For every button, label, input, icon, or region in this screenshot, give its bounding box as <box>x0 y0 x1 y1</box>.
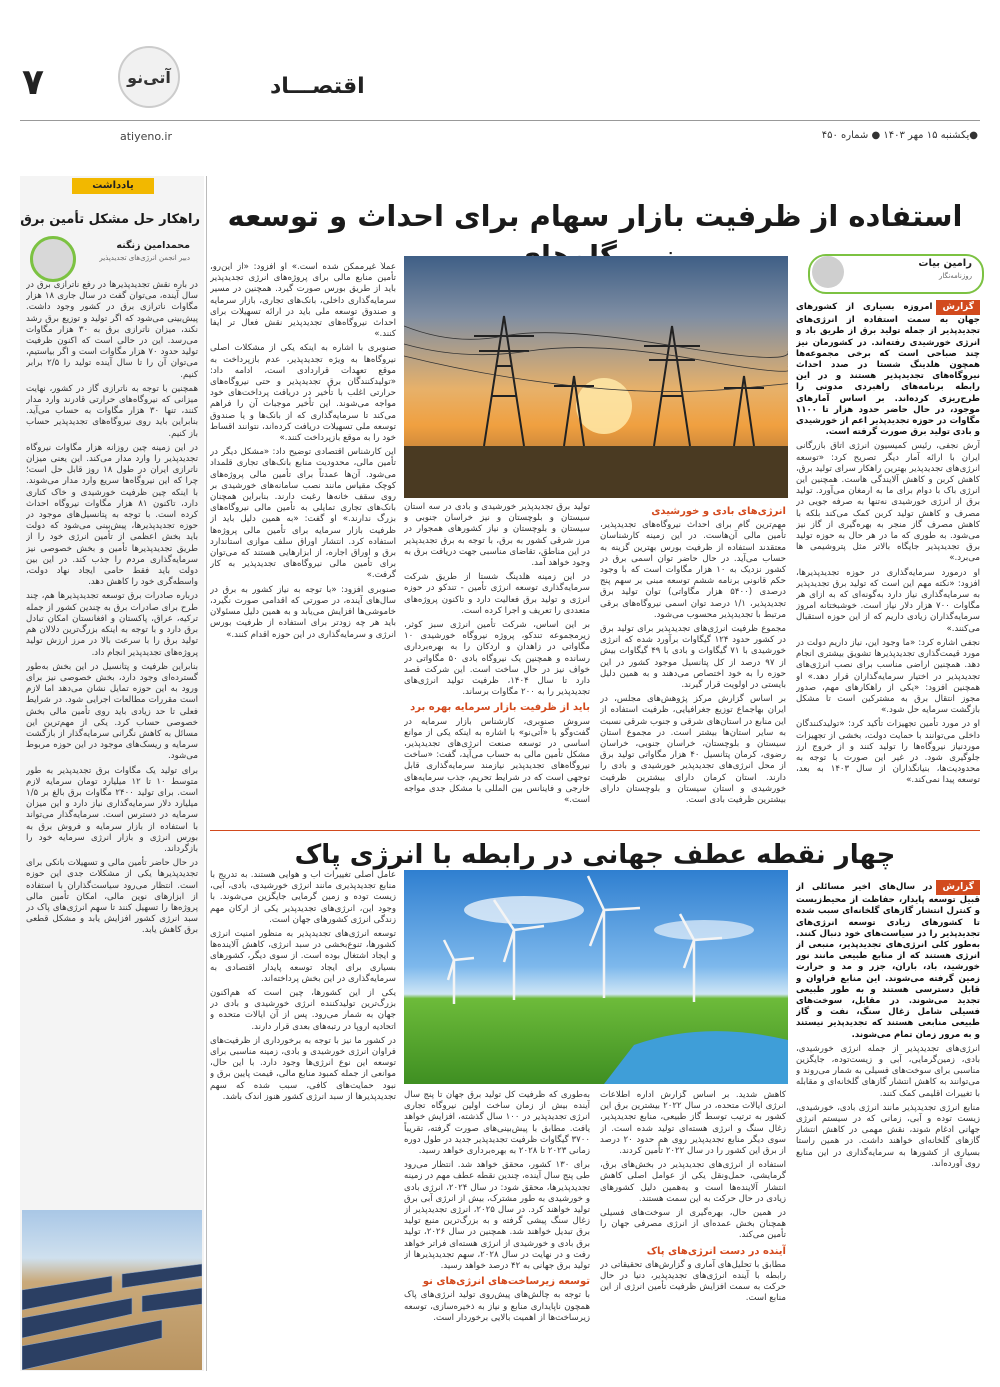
section-title: اقتصـــاد <box>270 74 365 99</box>
article1-lead <box>796 300 980 438</box>
article1-subheading: انرژی‌های بادی و خورشیدی <box>651 506 786 517</box>
wind-turbines-graphic <box>404 870 788 1084</box>
logo-text: آتی‌نو <box>127 67 171 87</box>
sidebar-author-role: دبیر انجمن انرژی‌های تجدیدپذیر <box>99 254 190 262</box>
header-rule <box>20 120 980 121</box>
sidebar-paragraph: برای تولید یک مگاوات برق تجدیدپذیر به طور متوسط ۱۰ تا ۱۲ میلیارد تومان سرمایه لازم است. برای تولید ۲۴۰۰ مگاوات برق بالغ بر ۱/۵ میلیارد دلار سرمایه‌گذاری نیاز دارد و این میزان سرمایه در دسترس است. سرمایه‌گذار می‌تواند با استفاده از بازار سرمایه و فروش برق به بورس انرژی و بازار انرژی سرمایه خود را بازگرداند. <box>26 765 198 854</box>
transmission-towers-graphic <box>404 256 788 498</box>
author-photo <box>812 256 844 288</box>
article2-paragraph: مطابق با تحلیل‌های آماری و گزارش‌های تحقیقاتی در رابطه با آینده انرژی‌های تجدیدپذیر، دنیا در حال حرکت به سمت افزایش ظرفیت تأمین انرژی از این منابع است. <box>600 1259 786 1304</box>
article1-headline-line1: استفاده از ظرفیت بازار سهام برای احداث و توسعه <box>227 199 963 233</box>
article2-headline: چهار نقطه عطف جهانی در رابطه با انرژی پاک <box>294 840 896 870</box>
article2-paragraph: عامل اصلی تغییرات آب و هوایی هستند. به تدریج با منابع تجدیدپذیری مانند انرژی خورشیدی، بادی، آبی، زیست توده و زمین گرمایی جایگزین می‌شوند. با وجود این، انرژی‌های تجدیدپذیر یکی از ارکان مهم زندگی انرژی کشورهای جهان است. <box>210 870 396 925</box>
article1-far-left-column <box>210 262 396 824</box>
solar-farm-photo <box>22 1210 202 1370</box>
wind-turbines-photo <box>404 870 788 1084</box>
article2-lead-text: در سال‌های اخیر مسائلی از قبیل توسعه پایدار، حفاظت از محیط‌زیست و کنترل انتشار گازهای گلخانه‌ای سبب شده تا کشورهای زیادی توسعه انرژی‌های تجدیدپذیر را در سیاست‌های خود دنبال کنند. به‌طور کلی انرژی‌های تجدیدپذیر، منبعی از انرژی هستند که از منابع طبیعی مانند نور خورشید، باد، باران، جزر و مد و حرارت زمین گرفته می‌شوند. این منابع فراوان و قابل دسترسی هستند و به طور طبیعی تجدید می‌شوند. در مقابل، سوخت‌های فسیلی شامل زغال سنگ، نفت و گاز طبیعی منابعی هستند که تجدیدپذیر نیستند و به مرور زمان تمام می‌شوند. <box>796 882 980 1040</box>
article1-paragraph: صنوبری با اشاره به اینکه یکی از مشکلات اصلی نیروگاه‌ها به ویژه تجدیدپذیر، عدم بازپرداخت به موقع تعهدات قراردادی است، ادامه داد: «تولیدکنندگان برق تجدیدپذیر و حتی نیروگاه‌های حرارتی اغلب با تأخیر در دریافت پرداخت‌های خود مواجه می‌شوند. این تأخیر موجبات آن را فراهم می‌کند تا سرمایه‌گذاری که از بانک‌ها و یا صندوق توسعه ملی تسهیلات دریافت کرده‌اند، نتوانند اقساط خود را به موقع بازپرداخت کنند.» <box>210 343 396 444</box>
article1-paragraph: او در مورد تأمین تجهیزات تأکید کرد: «تولیدکنندگان داخلی می‌توانند با حمایت دولت، بخشی از تجهیزات موردنیاز نیروگاه‌ها را تولید کنند و از خروج ارز جلوگیری شود. در غیر این صورت با توجه به محدودیت‌ها، بنیانگذاران از سال ۱۴۰۳ به بعد، توسعه پیدا نمی‌کند.» <box>796 719 980 786</box>
article1-paragraph: سروش صنوبری، کارشناس بازار سرمایه در گفت‌وگو با «آتی‌نو» با اشاره به اینکه یکی از موانع اساسی در توسعه صنعت انرژی‌های تجدیدپذیر، مشکل تأمین مالی به حساب می‌آید، گفت: «ساخت نیروگاه‌های تجدیدپذیر نیازمند سرمایه‌گذاری قابل توجهی است که در شرایط تحریم، جذب سرمایه‌های خارجی و فاینانس بین المللی با مشکل جدی مواجه است.» <box>404 716 590 806</box>
article2-paragraph: در کشور ما نیز با توجه به برخورداری از ظرفیت‌های فراوان انرژی خورشیدی و بادی، زمینه مناسبی برای توسعه این نوع انرژی‌ها وجود دارد. با این حال، موانعی از جمله کمبود منابع مالی، قیمت پایین برق و نبود حمایت‌های کافی، سبب شده که سهم تجدیدپذیرها از سبد انرژی کشور هنوز اندک باشد. <box>210 1035 396 1102</box>
sidebar-title: راهکار حل مشکل تأمین برق <box>20 212 200 227</box>
article1-author-role: روزنامه‌نگار <box>938 272 972 280</box>
article1-paragraph: این کارشناس اقتصادی توضیح داد: «مشکل دیگر در تأمین مالی، محدودیت منابع بانک‌های تجاری قلمداد می‌شود. آن‌ها عمدتاً برای تأمین مالی پروژه‌های کوچک مقیاس مانند نصب سامانه‌های خورشیدی بر روی سقف خانه‌ها رغبت دارند. بنابراین همچنان بانک‌های تجاری تمایلی به تأمین مالی نیروگاه‌های بزرگ ندارند.» او گفت: «به همین دلیل باید از ظرفیت بازار سرمایه برای تأمین مالی پروژه‌ها استفاده کرد. انتشار اوراق سلف موازی استاندارد برق و اوراق اجاره، از ابزارهایی هستند که می‌توان برای تأمین مالی نیروگاه‌های تجدیدپذیر به کار گرفت.» <box>210 447 396 581</box>
article2-paragraph: توسعه انرژی‌های تجدیدپذیر به منظور امنیت انرژی کشورها، تنوع‌بخشی در سبد انرژی، کاهش آلاینده‌ها و ایجاد اشتغال بوده است. از سوی دیگر، کشورهای بسیاری برای ایجاد توسعه پایدار اقتصادی به سرمایه‌گذاری در این بخش پرداخته‌اند. <box>210 929 396 984</box>
article1-paragraph: صنوبری افزود: «با توجه به نیاز کشور به برق در سال‌های آینده، در صورتی که اقدامی صورت نگیرد، خاموشی‌ها افزایش می‌یابد و به همین دلیل مسئولان باید هر چه زودتر برای استفاده از ظرفیت بورس انرژی و سرمایه‌گذاری در این حوزه اقدام کنند.» <box>210 584 396 640</box>
article2-paragraph: به‌طوری که ظرفیت کل تولید برق جهان تا پنج سال آینده بیش از زمان ساخت اولین نیروگاه تجاری انرژی تجدیدپذیر در ۱۰۰ سال گذشته، افزایش خواهد یافت. مطابق با پیش‌بینی‌های صورت گرفته، تقریباً ۳۷۰۰ گیگاوات ظرفیت تجدیدپذیر جدید در طول دوره زمانی ۲۰۲۳ تا ۲۰۲۸ به بهره‌برداری خواهد رسید. <box>404 1090 590 1157</box>
sidebar-paragraph: در باره نقش تجدیدپذیرها در رفع ناترازی برق در سال آینده، می‌توان گفت در سال جاری ۱۸ هزار مگاوات ناترازی برق در کشور وجود داشت. پیش‌بینی می‌شود که اگر تولید و توزیع برق رشد نکند، میزان ناترازی برق به ۳۰ هزار مگاوات می‌رسد. این در حالی است که اکنون ظرفیت تولید حدود ۷۰ هزار مگاوات است و اگر بیاستیم، می‌توان آن را تا سال آینده تولید را ۲/۵ برابر کنیم. <box>26 280 198 380</box>
article1-author: رامین بیات <box>918 258 972 269</box>
sidebar-label: یادداشت <box>72 178 154 194</box>
report-badge: گزارش <box>936 300 980 315</box>
article2-paragraph: برای ۱۳۰ کشور، محقق خواهد شد. انتظار می‌رود طی پنج سال آینده، چندین نقطه عطف مهم در زمینه تجدیدپذیرها، محقق شود: در سال ۲۰۲۴، انرژی بادی و خورشیدی به طور مشترک، بیش از انرژی آبی برق تولید خواهند کرد. در سال ۲۰۲۵، انرژی تجدیدپذیر از زغال سنگ پیشی گرفته و به بزرگ‌ترین منبع تولید برق تبدیل خواهند شد. همچنین در سال ۲۰۲۶، تولید برق بادی و خورشیدی از انرژی هسته‌ای فراتر خواهد رفت و در نهایت در سال ۲۰۲۸، سهم تجدیدپذیرها از تولید برق جهانی به ۴۲ درصد خواهد رسید. <box>404 1160 590 1272</box>
article1-paragraph: او درمورد سرمایه‌گذاری در حوزه تجدیدپذیرها، افزود: «نکته مهم این است که تولید برق تجدیدپذیر به سرمایه‌گذاری نیاز دارد به‌گونه‌ای که به ازای هر مگاوات ۷۰۰ هزار دلار نیاز است. خوشبختانه امروز سرمایه‌گذاران زیادی داریم که از این حوزه استقبال می‌کنند.» <box>796 567 980 634</box>
article1-paragraph: بر این اساس، شرکت تأمین انرژی سبز کوثر، زیرمجموعه تندکو، پروژه نیروگاه خورشیدی ۱۰ مگاواتی در زاهدان و اردکان را به بهره‌برداری رسانده و همچنین یک نیروگاه بادی ۵۰ مگاواتی در خواف نیز در حال ساخت است. این شرکت قصد دارد تا سال ۱۴۰۴، ظرفیت تولید انرژی‌های تجدیدپذیر را به ۲۰۰ مگاوات برساند. <box>404 620 590 698</box>
sidebar-paragraph: در حال حاضر تأمین مالی و تسهیلات بانکی برای تجدیدپذیرها یکی از مشکلات جدی این حوزه است. انتظار می‌رود سیاست‌گذاران با استفاده از ابزارهای نوین مالی، امکان تأمین مالی پروژه‌ها را تسهیل کنند تا سهم انرژی‌های پاک در سبد انرژی کشور افزایش یابد و مشکل قطعی برق کاهش یابد. <box>26 858 198 936</box>
article1-right-column <box>796 300 980 825</box>
sidebar-paragraph: همچنین با توجه به ناترازی گاز در کشور، نهایت میزانی که نیروگاه‌های حرارتی قادرند وارد مدار کنند، تنها ۳۰ هزار مگاوات به حساب می‌آید. بنابراین باید روی نیروگاه‌های تجدیدپذیر حساب باز کنیم. <box>26 383 198 439</box>
article1-paragraph: تولید برق تجدیدپذیر خورشیدی و بادی در سه استان سیستان و بلوچستان و نیز خراسان جنوبی و سیستان و بلوچستان و نیاز کشورهای همجوار در مرز شرقی کشور به برق، با توجه به برق تجدیدپذیر در این مناطق، تقاضای مناسبی جهت دریافت برق به وجود خواهد آمد. <box>404 502 590 569</box>
article1-middle-column <box>600 502 786 824</box>
article2-subheading: آینده در دست انرژی‌های پاک <box>646 1245 786 1257</box>
date-line: ●یکشنبه ۱۵ مهر ۱۴۰۳ ● شماره ۴۵۰ <box>821 130 978 141</box>
website: atiyeno.ir <box>120 130 172 143</box>
article2-lead <box>796 880 980 1041</box>
article2-middle-column <box>600 1090 786 1370</box>
article1-paragraph: مهم‌ترین گام برای احداث نیروگاه‌های تجدیدپذیر، تأمین مالی آن‌هاست. در این زمینه کارشناسان معتقدند استفاده از ظرفیت بورس بهترین گزینه به حساب می‌آید. در حال حاضر توان اسمی برق در کشور نزدیک به ۱۰ هزار مگاوات است که با وجود حکم قانونی برنامه ششم توسعه مبنی بر سهم پنج درصدی (۵۴۰۰ هزار مگاواتی) توان تولید برق تجدیدپذیر، ۱/۱ درصد توان اسمی نیروگاه‌های برقی مرتبط با تجدیدپذیر محسوب می‌شود. <box>600 520 786 620</box>
sidebar-author: محمدامین زنگنه <box>116 240 190 251</box>
article1-paragraph: بر اساس گزارش مرکز پژوهش‌های مجلس، در ایران بهاجماع توزیع جغرافیایی، ظرفیت استفاده از این منابع در استان‌های شرقی و جنوب شرقی نسبت به سایر استان‌ها بیشتر است. در مجموع استان سیستان و بلوچستان، خراسان جنوبی، خراسان رضوی، کرمان پتانسیل ۴۰ هزار مگاواتی تولید برق از محل انرژی‌های تجدیدپذیر خورشیدی و بادی را دارند. استان کرمان دارای بیشترین ظرفیت خورشیدی و استان سیستان و بلوچستان دارای بیشترین ظرفیت بادی است. <box>600 694 786 806</box>
article2-left-column <box>404 1090 590 1370</box>
article2-paragraph: منابع انرژی تجدیدپذیر مانند انرژی بادی، خورشیدی، زیست توده و آبی، زمانی که در سیستم انرژی جهانی ادغام شوند، نقش مهمی در کاهش انتشار گازهای گلخانه‌ای خواهند داشت. در همین راستا بسیاری از کشورها به سرمایه‌گذاری در این منابع روی آورده‌اند. <box>796 1102 980 1169</box>
article2-paragraph: کاهش شدید. بر اساس گزارش اداره اطلاعات انرژی ایالات متحده، در سال ۲۰۲۲ بیشترین برق این کشور به ترتیب توسط گاز طبیعی، منابع تجدیدپذیر، زغال سنگ و انرژی هسته‌ای تولید شده است. از سوی دیگر منابع تجدیدپذیر روی هم حدود ۲۰ درصد از برق این کشور را در سال ۲۰۲۲ تأمین کردند. <box>600 1090 786 1157</box>
article2-right-column <box>796 880 980 1370</box>
sidebar-paragraph: در این زمینه چین روزانه هزار مگاوات نیروگاه تجدیدپذیر را وارد مدار می‌کند. این یعنی میزان ناترازی ایران در طول ۱۸ روز قابل حل است؛ چرا که این نیروگاه‌ها سریع وارد مدار می‌شوند. با اینکه چین ظرفیت خورشیدی و خاک کناری دارد، تاکنون ۸۱ هزار مگاوات نیروگاه احداث کرده است. با توجه به پتانسیل‌های موجود در حوزه تجدیدپذیرها، پیش‌بینی می‌شود که دولت باید بخش اعظمی از تأمین انرژی خود را از طریق تجدیدپذیرها تأمین و بخش خصوصی نیز سرمایه‌گذاری مردم را جذب کند. در این بین دولت باید فقط حامی ایجاد نهاد دولت، واسطه‌گری خود را کاهش دهد. <box>26 442 198 588</box>
sidebar-paragraph: بنابراین ظرفیت و پتانسیل در این بخش به‌طور گسترده‌ای وجود دارد، بخش خصوصی نیز برای ورود به این حوزه تمایل نشان می‌دهد اما لازم است مقررات مطالعات اجرایی شود. در شرایط فعلی تا حد زیادی باید روی تأمین مالی بخش خصوصی حساب کرد. یکی از مهم‌ترین این مسائل به کاهش نگرانی سرمایه‌گذار از بازگشت سرمایه و ریسک‌های موجود در این حوزه مربوط می‌شود. <box>26 661 198 762</box>
power-lines-photo <box>404 256 788 498</box>
sidebar-paragraph: درباره صادرات برق توسعه تجدیدپذیرها هم، چند طرح برای صادرات برق به چندین کشور از جمله ترکیه، عراق، پاکستان و افغانستان امکان تبادل برق دارد و با توجه به اینکه بزرگ‌ترین دلالان هم تولید برق را با سرعت بالا در مرز ارزش تولید پروژه‌های تجدیدپذیر انجام داد. <box>26 591 198 658</box>
article1-paragraph: عملاً غیرممکن شده است.» او افزود: «از این‌رو، تأمین منابع مالی برای پروژه‌های انرژی تجدیدپذیر باید از طریق بورس صورت گیرد. همچنین در مسیر سرمایه‌گذاری داخلی، بانک‌های تجاری، بازار سرمایه و صندوق توسعه ملی باید در ارائه تسهیلات برای احداث نیروگاه‌های تجدیدپذیر نقش فعال تر ایفا کنند.» <box>210 262 396 340</box>
article2-paragraph: در همین حال، بهره‌گیری از سوخت‌های فسیلی همچنان بخش عمده‌ای از انرژی مصرفی جهان را تأمین می‌کند. <box>600 1208 786 1241</box>
logo <box>118 46 180 108</box>
page-number: ۷ <box>22 62 44 103</box>
article1-left-column <box>404 502 590 824</box>
article1-subheading: باید از ظرفیت بازار سرمایه بهره برد <box>410 702 590 714</box>
article-divider <box>210 830 980 831</box>
article1-paragraph: مجموع ظرفیت انرژی‌های تجدیدپذیر برای تولید برق در کشور حدود ۱۲۴ گیگاوات برآورد شده که انرژی خورشیدی با ۷۱ گیگاوات و بادی با ۴۹ گیگاوات بیش از ۹۷ درصد از کل پتانسیل موجود کشور در این حوزه را به خود اختصاص می‌دهند و به همین دلیل بایستی در اولویت قرار گیرند. <box>600 624 786 691</box>
column-divider <box>206 176 207 1371</box>
solar-panels-graphic <box>22 1210 202 1370</box>
article2-paragraph: استفاده از انرژی‌های تجدیدپذیر در بخش‌های برق، گرمایشی، حمل‌ونقل یکی از عوامل اصلی کاهش انتشار آلاینده‌ها است و به‌همین دلیل کشورهای زیادی در حال حرکت به این سمت هستند. <box>600 1160 786 1204</box>
article2-far-left-column <box>210 870 396 1370</box>
article1-paragraph: آرش نجفی، رئیس کمیسیون انرژی اتاق بازرگانی ایران با ارائه آمار دیگر تصریح کرد: «توسعه انرژی‌های تجدیدپذیر بهترین راهکار سرای تولید برق، کاهش کربن و کاهش آلایندگی هاست. همچنین این انرژی باک با دوام برای ما به ارمغان می‌آورد. تولید برق از انرژی خورشیدی نه‌تنها به صرفه جویی در مصرف و کاهش تولید کربن کمک می‌کند بلکه با کاهش مصرف گاز منجر به بهره‌گیری از گاز نیز می‌شود. به طوری که ما در هر حال به حوزه تولید برق تجدیدپذیر جایگاه بالاتر مثل پتروشیمی ها می‌برد.» <box>796 441 980 564</box>
report-badge: گزارش <box>936 880 980 895</box>
sidebar-body <box>26 280 198 1205</box>
article1-paragraph: در این زمینه هلدینگ شستا از طریق شرکت سرمایه‌گذاری توسعه انرژی تأمین - تندکو در حوزه انرژی و تولید برق فعالیت دارد و تاکنون پروژه‌های متعددی را تعریف و اجرا کرده است. <box>404 572 590 616</box>
article2-paragraph: یکی از این کشورها، چین است که هم‌اکنون بزرگ‌ترین تولیدکننده انرژی خورشیدی و بادی در جهان به شمار می‌رود. پس از آن ایالات متحده و اتحادیه اروپا در رتبه‌های بعدی قرار دارند. <box>210 988 396 1032</box>
article2-subheading: توسعه زیرساخت‌های انرژی‌های نو <box>422 1276 590 1288</box>
article2-paragraph: با توجه به چالش‌های پیش‌روی تولید انرژی‌های پاک همچون ناپایداری منابع و نیاز به ذخیره‌سازی، توسعه زیرساخت‌ها از اهمیت بالایی برخوردار است. <box>404 1290 590 1323</box>
article2-paragraph: انرژی‌های تجدیدپذیر از جمله انرژی خورشیدی، بادی، زمین‌گرمایی، آبی و زیست‌توده، جایگزین مناسبی برای سوخت‌های فسیلی به شمار می‌روند و می‌توانند به کاهش انتشار گازهای گلخانه‌ای و مقابله با تغییرات اقلیمی کمک کنند. <box>796 1043 980 1099</box>
article1-lead-text: امروزه بسیاری از کشورهای جهان به سمت استفاده از انرژی‌های تجدیدپذیر از جمله تولید برق از طریق باد و انرژی خورشیدی رفته‌اند. در کشورمان نیز چند صباحی است که برخی مجموعه‌ها همچون هلدینگ شستا در صدد احداث نیروگاه‌های تجدیدپذیر هستند و در این رابطه برنامه‌های راهبردی مدونی را طرح‌ریزی کرده‌اند. بر اساس آمارهای موجود، در حال حاضر حدود هزار تا ۱۱۰۰ مگاوات در حوزه تجدیدپذیر اعم از خورشیدی و بادی تولید برق صورت گرفته است. <box>796 302 980 438</box>
article1-paragraph: نجفی اشاره کرد: «ما وجود این، نیاز داریم دولت در مورد قیمت‌گذاری تجدیدپذیرها تشویق بیشتری انجام دهد. همچنین اراضی مناسب برای نصب انرژی‌های تجدیدپذیر در اختیار سرمایه‌گذاران قرار دهد.» او همچنین افزود: «یکی از راهکارهای مهم، صدور مجوز انتقال برق به مشترکین است تا مشکل بازگشت سرمایه حل شود.» <box>796 637 980 716</box>
